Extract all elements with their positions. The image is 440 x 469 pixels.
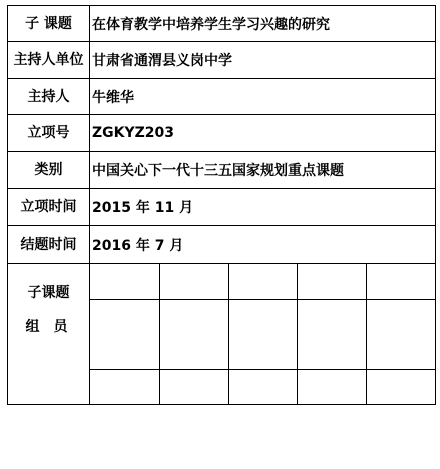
member-cell: [90, 299, 159, 369]
members-grid-row: [90, 299, 435, 369]
member-cell: [228, 264, 297, 299]
project-info-form: [7, 5, 436, 447]
member-cell: [297, 369, 366, 404]
project-info-table: [7, 5, 436, 405]
label-end-time: 结题时间: [8, 226, 90, 264]
value-category: 中国关心下一代十三五国家规划重点课题: [90, 152, 436, 189]
label-members-line1: 子课题: [27, 285, 70, 301]
member-cell: [159, 369, 228, 404]
label-category: 类别: [8, 152, 90, 189]
member-cell: [90, 264, 159, 299]
value-start-time: 2015 年 11 月: [90, 189, 436, 226]
row-project-number: [8, 115, 436, 152]
label-subproject: 子 课题: [8, 6, 90, 42]
row-end-time: [8, 226, 436, 264]
label-start-time: 立项时间: [8, 189, 90, 226]
member-cell: [228, 299, 297, 369]
value-project-number: ZGKYZ203: [90, 115, 436, 152]
row-category: [8, 152, 436, 189]
row-subproject: [8, 6, 436, 42]
members-grid-row: [90, 264, 435, 299]
value-host: 牛维华: [90, 79, 436, 115]
member-cell: [297, 264, 366, 299]
value-end-time: 2016 年 7 月: [90, 226, 436, 264]
members-grid: [90, 264, 435, 404]
row-host-unit: [8, 42, 436, 79]
member-cell: [297, 299, 366, 369]
label-members-line2: 组员: [25, 319, 82, 335]
member-cell: [366, 299, 435, 369]
row-members: [8, 264, 436, 405]
members-grid-cell: [90, 264, 436, 405]
value-host-unit: 甘肃省通渭县义岗中学: [90, 42, 436, 79]
label-host: 主持人: [8, 79, 90, 115]
member-cell: [159, 264, 228, 299]
member-cell: [366, 369, 435, 404]
member-cell: [90, 369, 159, 404]
row-host: [8, 79, 436, 115]
label-members: [8, 264, 90, 405]
member-cell: [366, 264, 435, 299]
label-project-number: 立项号: [8, 115, 90, 152]
value-subproject: 在体育教学中培养学生学习兴趣的研究: [90, 6, 436, 42]
members-grid-row: [90, 369, 435, 404]
member-cell: [228, 369, 297, 404]
label-host-unit: 主持人单位: [8, 42, 90, 79]
row-start-time: [8, 189, 436, 226]
member-cell: [159, 299, 228, 369]
